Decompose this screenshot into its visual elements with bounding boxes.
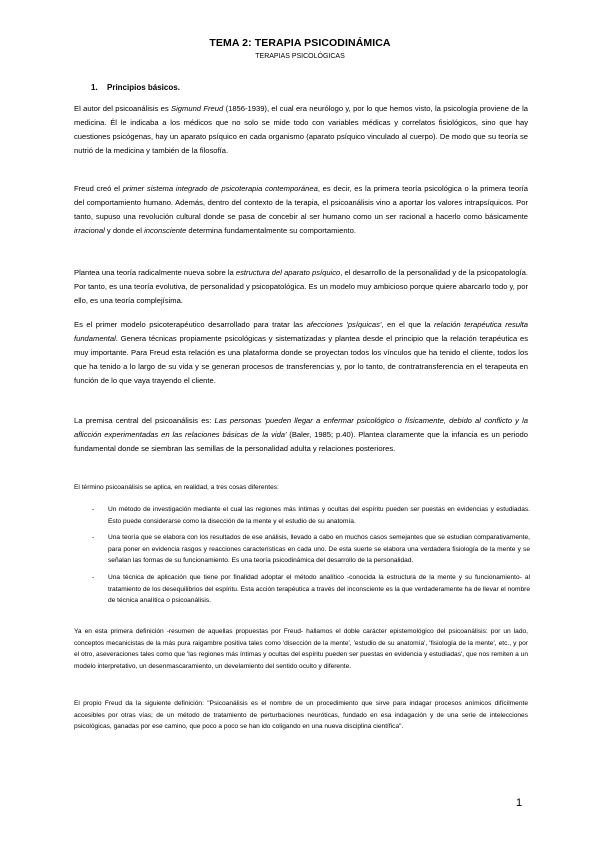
paragraph-5-text-c: (Baler, 1985; p.40). Plantea claramente que la infancia es un periodo fundamental donde se siembran las semillas de la personalidad adulta y relaciones posteriores. xyxy=(74,430,528,453)
paragraph-1-text-c: (1856-1939), el cual era neurólogo y, por lo que hemos visto, la psicología proviene de la medicina. Él le indicaba a los médicos que no solo se mide todo con variables médicas y correlatos fisiológicos, sino que hay cuestiones psicógenas, hay un aparato psíquico en cada organismo (aparato psíquico vinculado al cuerpo). De modo que su teoría se nutrió de la medicina y también de la filosofía. xyxy=(74,104,528,155)
document-subtitle: TERAPIAS PSICOLÓGICAS xyxy=(255,53,345,60)
paragraph-4-text-c: , en el que la xyxy=(381,320,434,329)
paragraph-3 xyxy=(74,266,528,308)
section-heading-text: Principios básicos. xyxy=(107,83,180,92)
paragraph-2-text-e: y donde el xyxy=(104,226,145,235)
paragraph-2-emphasis-f: inconsciente xyxy=(144,226,187,235)
definition-list xyxy=(92,504,530,612)
page-number: 1 xyxy=(516,797,523,809)
paragraph-3-text-a: Plantea una teoría radicalmente nueva sobre la xyxy=(74,268,236,277)
paragraph-4-text-a: Es el primer modelo psicoterapéutico desarrollado para tratar las xyxy=(74,320,307,329)
paragraph-2-text-c: , es decir, es la primera teoría psicológica o la primera teoría del comportamiento humano. Además, dentro del contexto de la terapia, el psicoanálisis vino a aportar los valores intrapsíquicos. Por tanto, supuso una revolución cultural donde se pasa de concebir al ser humano como un ser racional a hacerlo como básicamente xyxy=(74,184,528,221)
section-number: 1. xyxy=(91,83,98,92)
list-item: - Una teoría que se elabora con los resultados de ese análisis, llevado a cabo en muchos casos semejantes que se estudian comparativamente, para poner en evidencia rasgos y reacciones características en cada uno. De esta suerte se elabora una verdadera fisiología de la mente y se señalan las formas de su funcionamiento. Es una teoría psicodinámica del desarrollo de la personalidad. xyxy=(92,532,530,567)
paragraph-1-text-a: El autor del psicoanálisis es xyxy=(74,104,172,113)
paragraph-2-emphasis-b: primer sistema integrado de psicoterapia contemporánea xyxy=(122,184,318,193)
paragraph-2-text-a: Freud creó el xyxy=(74,184,123,193)
paragraph-5-text-a: La premisa central del psicoanálisis es: xyxy=(74,416,215,425)
list-item: - Una técnica de aplicación que tiene por finalidad adoptar el método analítico -conocida la estructura de la mente y su funcionamiento- al tratamiento de los desequilibrios del espíritu. Esta acción terapéutica a través del inconsciente es la que verdaderamente ha de llevar el nombre de técnica analítica o psicoanálisis. xyxy=(92,572,530,607)
paragraph-7: Ya en esta primera definición -resumen de aquellas propuestas por Freud- hallamos el doble carácter epistemológico del psicoanálisis: por un lado, conceptos mecanicistas de la más pura raigambre positiva tales como 'disección de la mente', 'estudio de su anatomía', 'fisiología de la mente', etc., y por el otro, aseveraciones tales como que 'las regiones más íntimas y ocultas del espíritu pueden ser puestas en evidencia y estudiadas', que nos remiten a un modelo interpretativo, un desenmascaramiento, un develamiento del sentido oculto y diferente. xyxy=(74,628,528,670)
paragraph-5 xyxy=(74,414,528,456)
paragraph-4-emphasis-d: relación terapéutica resulta fundamental xyxy=(74,320,528,343)
paragraph-2-emphasis-d: irracional xyxy=(74,226,105,235)
paragraph-4-emphasis-b: afecciones 'psíquicas' xyxy=(306,320,382,329)
paragraph-6: El término psicoanálisis se aplica, en realidad, a tres cosas diferentes: xyxy=(74,484,279,491)
paragraph-3-text-c: , el desarrollo de la personalidad y de la psicopatología. Por tanto, es una teoría evolutiva, de personalidad y psicopatológica. Es un modelo muy ambicioso porque quiere abarcarlo todo y, por ello, es una teoría complejísima. xyxy=(74,268,528,305)
paragraph-2-text-g: determina fundamentalmente su comportamiento. xyxy=(186,226,356,235)
section-heading xyxy=(91,83,180,92)
paragraph-4 xyxy=(74,318,528,388)
paragraph-3-emphasis-b: estructura del aparato psíquico xyxy=(235,268,341,277)
paragraph-4-text-e: . Genera técnicas propiamente psicológicas y sistematizadas y plantea desde el principio que la relación terapéutica es muy importante. Para Freud esta relación es una plataforma donde se proyectan todos los vínculos que ha tenido el cliente, todos los que ha tenido a lo largo de su vida y se generan procesos de transferencias y, por lo tanto, de contratransferencia en el terapeuta en función de lo que vaya trayendo el cliente. xyxy=(74,334,528,385)
list-item: - Un método de investigación mediante el cual las regiones más íntimas y ocultas del espíritu pueden ser puestas en evidencias y estudiadas. Esto puede considerarse como la disección de la mente y el estudio de su anatomía. xyxy=(92,504,530,527)
paragraph-1 xyxy=(74,102,528,158)
paragraph-1-author: Sigmund Freud xyxy=(171,104,224,113)
paragraph-5-quote: Las personas 'pueden llegar a enfermar psicológico o físicamente, debido al conflicto y la aflicción experimentadas en las relaciones básicas de la vida' xyxy=(74,416,528,439)
paragraph-8: El propio Freud da la siguiente definición: "Psicoanálisis es el nombre de un procedimiento que sirve para indagar procesos anímicos difícilmente accesibles por otras vías; de un método de tratamiento de perturbaciones neuróticas, fundado en esa indagación y de una serie de intelecciones psicológicas, ganadas por ese camino, que poco a poco se han ido coligando en una nueva disciplina científica". xyxy=(74,700,528,731)
document-title: TEMA 2: TERAPIA PSICODINÁMICA xyxy=(209,37,391,49)
paragraph-2 xyxy=(74,182,528,238)
